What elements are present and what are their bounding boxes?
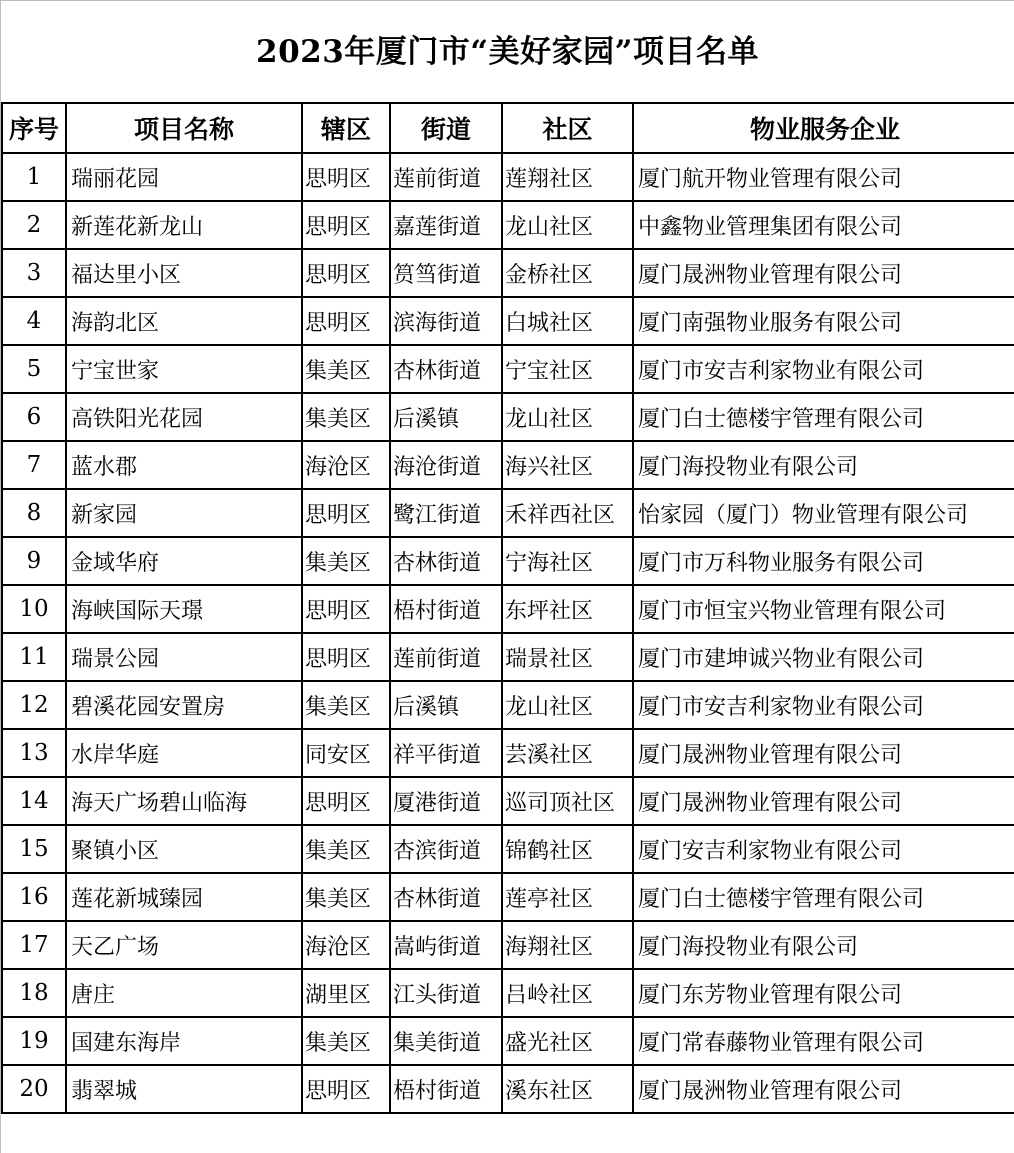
cell-district[interactable]: 湖里区 bbox=[302, 969, 390, 1017]
cell-street[interactable]: 后溪镇 bbox=[390, 393, 502, 441]
table-row bbox=[2, 825, 1014, 873]
cell-project-name[interactable]: 金域华府 bbox=[66, 537, 302, 585]
cell-street[interactable]: 嵩屿街道 bbox=[390, 921, 502, 969]
cell-community[interactable]: 巡司顶社区 bbox=[502, 777, 633, 825]
cell-company[interactable]: 怡家园（厦门）物业管理有限公司 bbox=[633, 489, 1014, 537]
header-project-name[interactable]: 项目名称 bbox=[66, 103, 302, 153]
cell-company[interactable]: 厦门常春藤物业管理有限公司 bbox=[633, 1017, 1014, 1065]
cell-no[interactable]: 19 bbox=[2, 1017, 66, 1065]
cell-district[interactable]: 思明区 bbox=[302, 1065, 390, 1113]
cell-no[interactable]: 1 bbox=[2, 153, 66, 201]
table-row bbox=[2, 777, 1014, 825]
cell-project-name[interactable]: 天乙广场 bbox=[66, 921, 302, 969]
cell-street[interactable]: 嘉莲街道 bbox=[390, 201, 502, 249]
cell-company[interactable]: 厦门海投物业有限公司 bbox=[633, 921, 1014, 969]
cell-project-name[interactable]: 蓝水郡 bbox=[66, 441, 302, 489]
cell-project-name[interactable]: 翡翠城 bbox=[66, 1065, 302, 1113]
cell-company[interactable]: 厦门晟洲物业管理有限公司 bbox=[633, 1065, 1014, 1113]
cell-street[interactable]: 后溪镇 bbox=[390, 681, 502, 729]
cell-project-name[interactable]: 瑞景公园 bbox=[66, 633, 302, 681]
cell-community[interactable]: 吕岭社区 bbox=[502, 969, 633, 1017]
cell-district[interactable]: 思明区 bbox=[302, 633, 390, 681]
cell-no[interactable]: 8 bbox=[2, 489, 66, 537]
cell-district[interactable]: 思明区 bbox=[302, 585, 390, 633]
cell-community[interactable]: 芸溪社区 bbox=[502, 729, 633, 777]
cell-district[interactable]: 集美区 bbox=[302, 825, 390, 873]
cell-company[interactable]: 厦门南强物业服务有限公司 bbox=[633, 297, 1014, 345]
cell-company[interactable]: 厦门市恒宝兴物业管理有限公司 bbox=[633, 585, 1014, 633]
cell-district[interactable]: 集美区 bbox=[302, 873, 390, 921]
cell-project-name[interactable]: 海天广场碧山临海 bbox=[66, 777, 302, 825]
cell-street[interactable]: 祥平街道 bbox=[390, 729, 502, 777]
cell-project-name[interactable]: 聚镇小区 bbox=[66, 825, 302, 873]
cell-community[interactable]: 溪东社区 bbox=[502, 1065, 633, 1113]
cell-project-name[interactable]: 海峡国际天璟 bbox=[66, 585, 302, 633]
cell-street[interactable]: 厦港街道 bbox=[390, 777, 502, 825]
cell-company[interactable]: 厦门市安吉利家物业有限公司 bbox=[633, 681, 1014, 729]
cell-community[interactable]: 白城社区 bbox=[502, 297, 633, 345]
cell-street[interactable]: 杏林街道 bbox=[390, 537, 502, 585]
cell-company[interactable]: 中鑫物业管理集团有限公司 bbox=[633, 201, 1014, 249]
cell-community[interactable]: 莲翔社区 bbox=[502, 153, 633, 201]
cell-street[interactable]: 江头街道 bbox=[390, 969, 502, 1017]
cell-street[interactable]: 集美街道 bbox=[390, 1017, 502, 1065]
table-row bbox=[2, 969, 1014, 1017]
cell-company[interactable]: 厦门晟洲物业管理有限公司 bbox=[633, 729, 1014, 777]
cell-district[interactable]: 思明区 bbox=[302, 249, 390, 297]
table-row bbox=[2, 873, 1014, 921]
cell-company[interactable]: 厦门市建坤诚兴物业有限公司 bbox=[633, 633, 1014, 681]
cell-street[interactable]: 滨海街道 bbox=[390, 297, 502, 345]
cell-company[interactable]: 厦门东芳物业管理有限公司 bbox=[633, 969, 1014, 1017]
cell-community[interactable]: 宁海社区 bbox=[502, 537, 633, 585]
cell-project-name[interactable]: 新莲花新龙山 bbox=[66, 201, 302, 249]
cell-company[interactable]: 厦门晟洲物业管理有限公司 bbox=[633, 249, 1014, 297]
cell-project-name[interactable]: 宁宝世家 bbox=[66, 345, 302, 393]
table-body bbox=[2, 153, 1014, 1113]
cell-district[interactable]: 思明区 bbox=[302, 201, 390, 249]
header-row bbox=[2, 103, 1014, 153]
header-street[interactable]: 街道 bbox=[390, 103, 502, 153]
cell-project-name[interactable]: 唐庄 bbox=[66, 969, 302, 1017]
cell-community[interactable]: 盛光社区 bbox=[502, 1017, 633, 1065]
table-row bbox=[2, 1017, 1014, 1065]
cell-district[interactable]: 集美区 bbox=[302, 345, 390, 393]
cell-project-name[interactable]: 海韵北区 bbox=[66, 297, 302, 345]
cell-community[interactable]: 宁宝社区 bbox=[502, 345, 633, 393]
table-row bbox=[2, 1065, 1014, 1113]
cell-project-name[interactable]: 水岸华庭 bbox=[66, 729, 302, 777]
cell-street[interactable]: 鹭江街道 bbox=[390, 489, 502, 537]
cell-community[interactable]: 禾祥西社区 bbox=[502, 489, 633, 537]
table-row bbox=[2, 201, 1014, 249]
cell-district[interactable]: 思明区 bbox=[302, 777, 390, 825]
cell-no[interactable]: 16 bbox=[2, 873, 66, 921]
table-row bbox=[2, 729, 1014, 777]
table-row bbox=[2, 921, 1014, 969]
project-table bbox=[1, 102, 1014, 1114]
cell-project-name[interactable]: 瑞丽花园 bbox=[66, 153, 302, 201]
cell-no[interactable]: 12 bbox=[2, 681, 66, 729]
cell-street[interactable]: 海沧街道 bbox=[390, 441, 502, 489]
cell-street[interactable]: 梧村街道 bbox=[390, 1065, 502, 1113]
header-company[interactable]: 物业服务企业 bbox=[633, 103, 1014, 153]
cell-community[interactable]: 金桥社区 bbox=[502, 249, 633, 297]
cell-community[interactable]: 东坪社区 bbox=[502, 585, 633, 633]
cell-no[interactable]: 14 bbox=[2, 777, 66, 825]
cell-community[interactable]: 莲亭社区 bbox=[502, 873, 633, 921]
cell-district[interactable]: 海沧区 bbox=[302, 921, 390, 969]
cell-community[interactable]: 龙山社区 bbox=[502, 681, 633, 729]
cell-district[interactable]: 集美区 bbox=[302, 537, 390, 585]
table-row bbox=[2, 297, 1014, 345]
cell-no[interactable]: 15 bbox=[2, 825, 66, 873]
cell-no[interactable]: 4 bbox=[2, 297, 66, 345]
header-no[interactable]: 序号 bbox=[2, 103, 66, 153]
cell-project-name[interactable]: 碧溪花园安置房 bbox=[66, 681, 302, 729]
table-row bbox=[2, 585, 1014, 633]
cell-community[interactable]: 海翔社区 bbox=[502, 921, 633, 969]
cell-street[interactable]: 梧村街道 bbox=[390, 585, 502, 633]
table-row bbox=[2, 489, 1014, 537]
cell-project-name[interactable]: 莲花新城臻园 bbox=[66, 873, 302, 921]
cell-no[interactable]: 18 bbox=[2, 969, 66, 1017]
cell-street[interactable]: 杏林街道 bbox=[390, 873, 502, 921]
cell-project-name[interactable]: 福达里小区 bbox=[66, 249, 302, 297]
cell-no[interactable]: 5 bbox=[2, 345, 66, 393]
cell-district[interactable]: 同安区 bbox=[302, 729, 390, 777]
cell-company[interactable]: 厦门航开物业管理有限公司 bbox=[633, 153, 1014, 201]
cell-community[interactable]: 锦鹤社区 bbox=[502, 825, 633, 873]
cell-no[interactable]: 20 bbox=[2, 1065, 66, 1113]
cell-company[interactable]: 厦门安吉利家物业有限公司 bbox=[633, 825, 1014, 873]
cell-district[interactable]: 海沧区 bbox=[302, 441, 390, 489]
cell-district[interactable]: 思明区 bbox=[302, 153, 390, 201]
cell-company[interactable]: 厦门晟洲物业管理有限公司 bbox=[633, 777, 1014, 825]
cell-street[interactable]: 杏滨街道 bbox=[390, 825, 502, 873]
table-row bbox=[2, 345, 1014, 393]
table-row bbox=[2, 681, 1014, 729]
cell-no[interactable]: 13 bbox=[2, 729, 66, 777]
cell-no[interactable]: 9 bbox=[2, 537, 66, 585]
cell-company[interactable]: 厦门白士德楼宇管理有限公司 bbox=[633, 393, 1014, 441]
cell-no[interactable]: 3 bbox=[2, 249, 66, 297]
cell-community[interactable]: 龙山社区 bbox=[502, 393, 633, 441]
cell-community[interactable]: 龙山社区 bbox=[502, 201, 633, 249]
cell-street[interactable]: 筼筜街道 bbox=[390, 249, 502, 297]
cell-company[interactable]: 厦门海投物业有限公司 bbox=[633, 441, 1014, 489]
cell-company[interactable]: 厦门白士德楼宇管理有限公司 bbox=[633, 873, 1014, 921]
cell-no[interactable]: 7 bbox=[2, 441, 66, 489]
cell-community[interactable]: 瑞景社区 bbox=[502, 633, 633, 681]
cell-no[interactable]: 11 bbox=[2, 633, 66, 681]
table-row bbox=[2, 153, 1014, 201]
cell-street[interactable]: 莲前街道 bbox=[390, 153, 502, 201]
cell-company[interactable]: 厦门市万科物业服务有限公司 bbox=[633, 537, 1014, 585]
cell-district[interactable]: 集美区 bbox=[302, 393, 390, 441]
cell-district[interactable]: 思明区 bbox=[302, 297, 390, 345]
cell-project-name[interactable]: 高铁阳光花园 bbox=[66, 393, 302, 441]
page-title: 2023年厦门市“美好家园”项目名单 bbox=[256, 34, 759, 70]
table-row bbox=[2, 249, 1014, 297]
cell-district[interactable]: 思明区 bbox=[302, 489, 390, 537]
cell-no[interactable]: 6 bbox=[2, 393, 66, 441]
cell-community[interactable]: 海兴社区 bbox=[502, 441, 633, 489]
cell-district[interactable]: 集美区 bbox=[302, 1017, 390, 1065]
table-row bbox=[2, 441, 1014, 489]
cell-no[interactable]: 2 bbox=[2, 201, 66, 249]
cell-street[interactable]: 杏林街道 bbox=[390, 345, 502, 393]
header-district[interactable]: 辖区 bbox=[302, 103, 390, 153]
table-row bbox=[2, 633, 1014, 681]
table-row bbox=[2, 393, 1014, 441]
header-community[interactable]: 社区 bbox=[502, 103, 633, 153]
cell-no[interactable]: 10 bbox=[2, 585, 66, 633]
cell-district[interactable]: 集美区 bbox=[302, 681, 390, 729]
cell-project-name[interactable]: 国建东海岸 bbox=[66, 1017, 302, 1065]
cell-no[interactable]: 17 bbox=[2, 921, 66, 969]
cell-street[interactable]: 莲前街道 bbox=[390, 633, 502, 681]
cell-company[interactable]: 厦门市安吉利家物业有限公司 bbox=[633, 345, 1014, 393]
cell-project-name[interactable]: 新家园 bbox=[66, 489, 302, 537]
table-row bbox=[2, 537, 1014, 585]
